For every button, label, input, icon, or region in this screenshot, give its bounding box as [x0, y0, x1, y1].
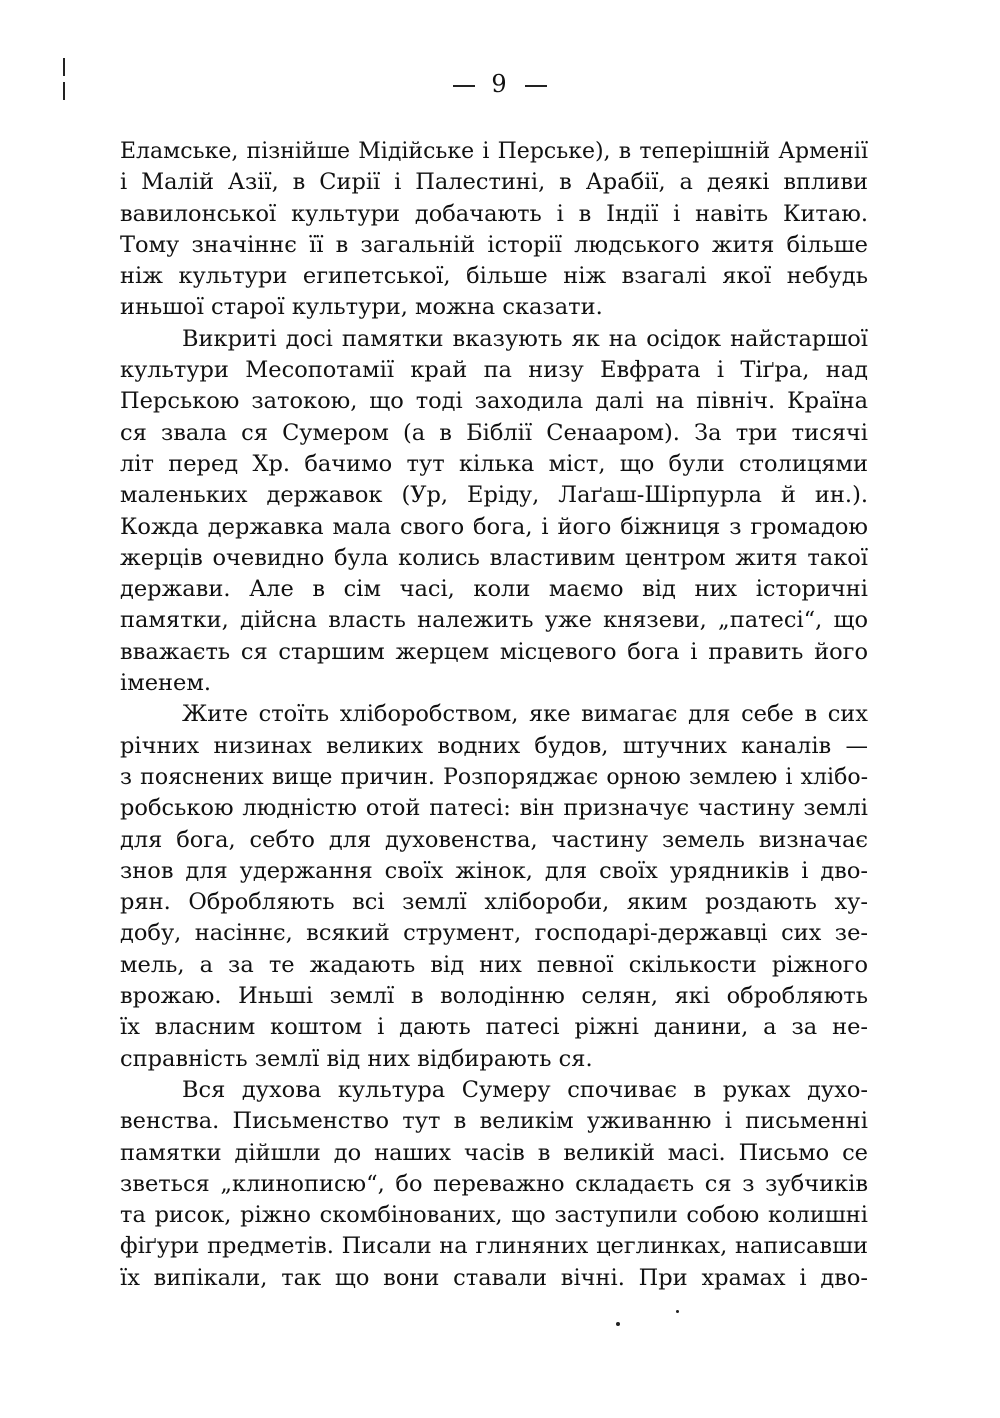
- print-specks: [612, 1310, 692, 1334]
- paragraph-1: [120, 136, 868, 324]
- text-line: справність землї від них відбирають ся.: [120, 1045, 593, 1072]
- text-line: маленьких державок (Ур, Еріду, Лаґаш-Шірпурла й ин.).: [120, 482, 868, 509]
- text-line: памятки дійшли до наших часів в великій масі. Письмо се: [120, 1139, 868, 1166]
- text-line: мель, а за те жадають від них певної скількости ріжного: [120, 951, 868, 978]
- dash-left: [453, 85, 475, 87]
- text-line: їх випікали, так що вони ставали вічні. При храмах і дво-: [120, 1264, 868, 1291]
- text-line: з пояснених вище причин. Розпоряджає орною землею і хлібо-: [120, 764, 868, 790]
- text-line: фіґури предметів. Писали на глиняних цеглинках, написавши: [120, 1233, 868, 1260]
- text-line: іменем.: [120, 670, 211, 697]
- text-line: культури Месопотамії край па низу Евфрата і Тіґра, над: [120, 357, 868, 384]
- page-number: [0, 70, 1000, 98]
- text-line: держави. Але в сім часі, коли маємо від них історичні: [120, 576, 868, 603]
- text-line: Тому значіннє її в загальній історії людського житя більше: [120, 231, 868, 258]
- text-line: для бога, себто для духовенства, частину земель визначає: [120, 826, 868, 853]
- text-line: та рисок, ріжно скомбінованих, що заступили собою колишні: [120, 1202, 868, 1229]
- text-line: літ перед Хр. бачимо тут кілька міст, що були столицями: [120, 450, 868, 477]
- paragraph-3: [120, 699, 868, 1075]
- ink-speck: [676, 1310, 679, 1313]
- text-line: вавилонської культури добачають і в Індії і навіть Китаю.: [120, 200, 868, 227]
- text-line: Кожда державка мала свого бога, і його біжниця з громадою: [120, 513, 868, 540]
- text-line: вважаєть ся старшим жерцем місцевого бога і править його: [120, 638, 868, 665]
- page-number-value: 9: [491, 70, 509, 98]
- text-line: венства. Письменство тут в великім уживанню і письменні: [120, 1108, 868, 1135]
- text-line: зветься „клинописю“, бо переважно складаєть ся з зубчиків: [120, 1170, 868, 1197]
- dash-right: [525, 85, 547, 87]
- text-line: Еламське, пізнійше Мідійське і Перське), в теперішній Арменії: [120, 139, 868, 164]
- text-line: ніж культури египетської, більше ніж взагалі якої небудь: [120, 263, 868, 290]
- ink-speck: [616, 1322, 620, 1326]
- text-line: рян. Обробляють всі землї хлібороби, яким роздають ху-: [120, 889, 868, 916]
- text-line: ся звала ся Сумером (а в Біблії Сенааром). За три тисячі: [120, 419, 868, 446]
- paragraph-2: [120, 324, 868, 700]
- text-line: Викриті досі памятки вказують як на осідок найстаршої: [182, 325, 868, 352]
- text-line: і Малій Азії, в Сирії і Палестині, в Арабії, а деякі впливи: [120, 169, 868, 196]
- text-line: иньшої старої культури, можна сказати.: [120, 294, 603, 321]
- text-line: їх власним коштом і дають патесі ріжні данини, а за не-: [120, 1014, 868, 1041]
- text-line: Перською затокою, що тоді заходила далі на північ. Країна: [120, 388, 868, 415]
- text-line: Вся духова культура Сумеру спочиває в руках духо-: [182, 1076, 868, 1103]
- text-line: знов для удержання своїх жінок, для своїх урядників і дво-: [120, 857, 868, 884]
- paragraph-4: [120, 1075, 868, 1294]
- text-line: робською людністю отой патесі: він призначує частину землі: [120, 795, 868, 822]
- text-line: врожаю. Иньші землї в володінню селян, які обробляють: [120, 983, 868, 1010]
- body-text: [120, 136, 868, 1294]
- text-line: памятки, дійсна власть належить уже князеви, „патесі“, що: [120, 607, 868, 634]
- text-line: жерців очевидно була колись властивим центром житя такої: [120, 544, 868, 571]
- text-line: річних низинах великих водних будов, штучних каналів —: [120, 732, 868, 759]
- text-line: добу, насіннє, всякий струмент, господарі-державці сих зе-: [120, 920, 868, 947]
- text-line: Жите стоїть хліборобством, яке вимагає для себе в сих: [182, 701, 868, 728]
